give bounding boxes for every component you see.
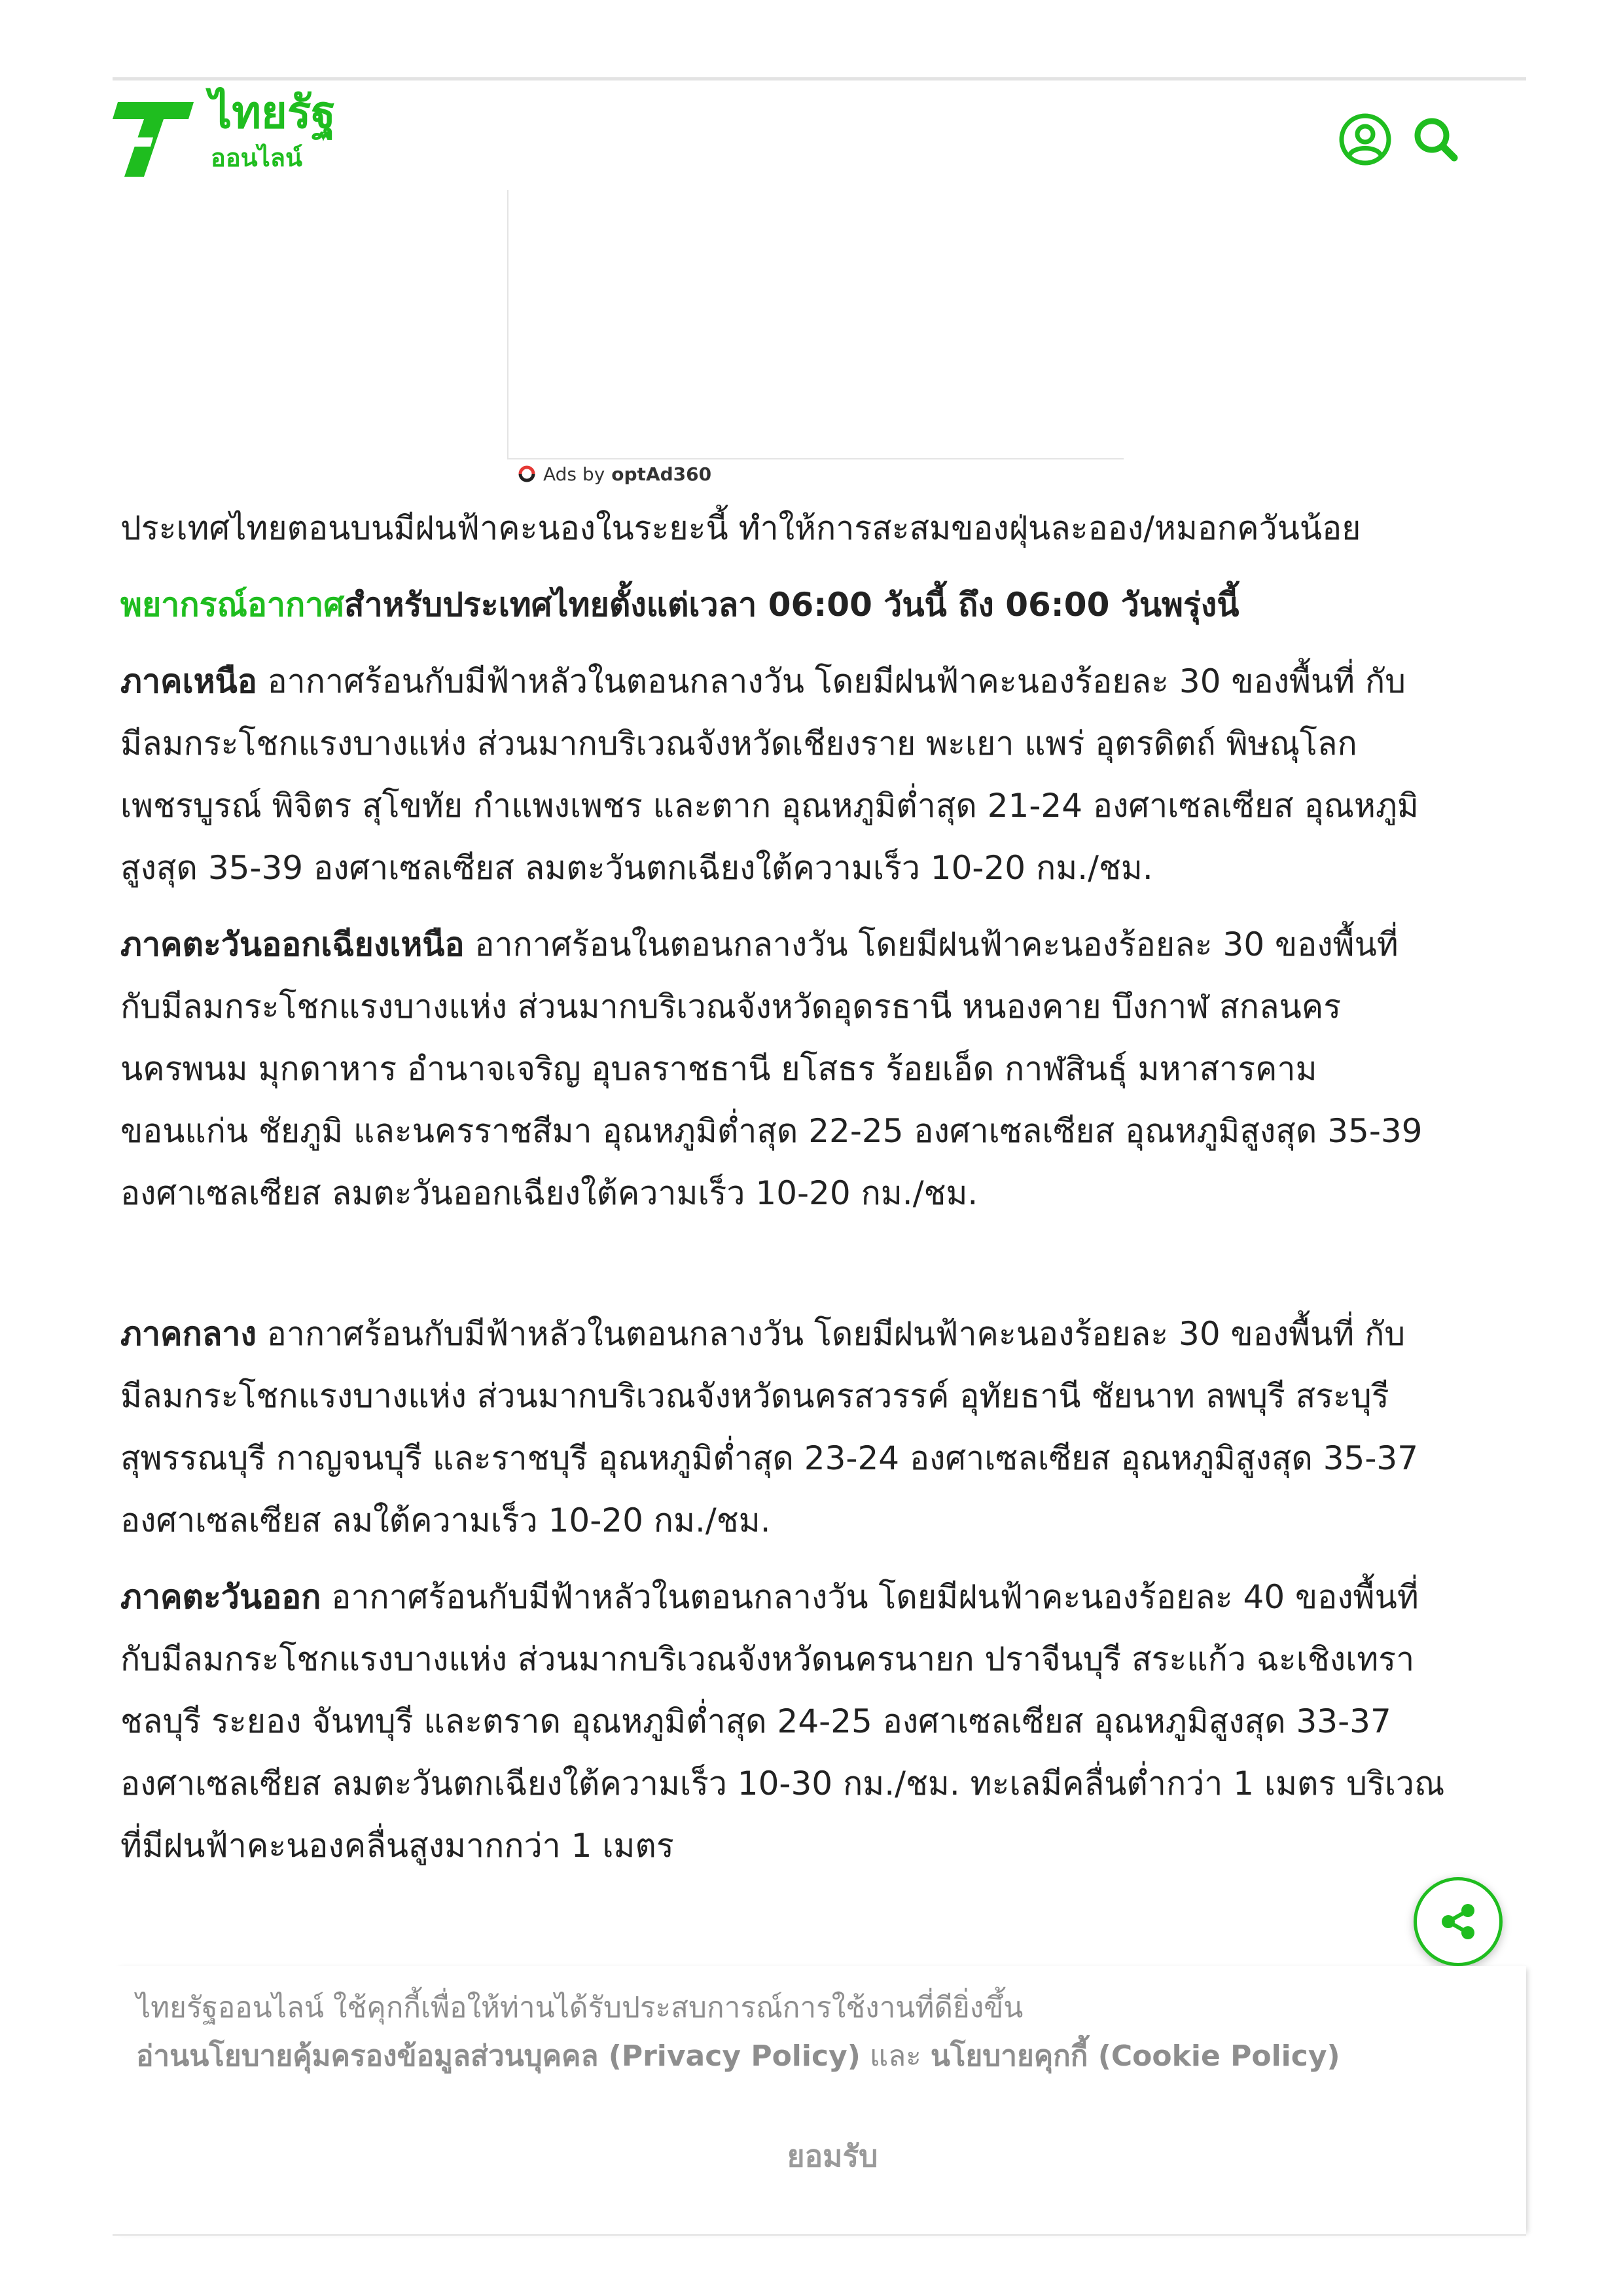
region-line: องศาเซลเซียส ลมตะวันออกเฉียงใต้ความเร็ว 10-20 กม./ชม. <box>120 1174 978 1212</box>
region-line: อากาศร้อนกับมีฟ้าหลัวในตอนกลางวัน โดยมีฝนฟ้าคะนองร้อยละ 30 ของพื้นที่ กับ <box>256 1315 1406 1353</box>
site-logo[interactable] <box>113 87 361 183</box>
region-line: องศาเซลเซียส ลมใต้ความเร็ว 10-20 กม./ชม. <box>120 1501 771 1539</box>
forecast-link[interactable]: พยากรณ์อากาศ <box>120 586 345 624</box>
forecast-heading-text: สำหรับประเทศไทยตั้งแต่เวลา 06:00 วันนี้ ถึง 06:00 วันพรุ่งนี้ <box>344 586 1240 624</box>
ad-prefix: Ads by <box>543 463 605 485</box>
region-paragraph <box>120 1303 1508 1552</box>
region-line: อากาศร้อนกับมีฟ้าหลัวในตอนกลางวัน โดยมีฝนฟ้าคะนองร้อยละ 40 ของพื้นที่ <box>321 1578 1419 1616</box>
region-line: ที่มีฝนฟ้าคะนองคลื่นสูงมากกว่า 1 เมตร <box>120 1827 674 1865</box>
cookie-message: ไทยรัฐออนไลน์ ใช้คุกกี้เพื่อให้ท่านได้รับประสบการณ์การใช้งานที่ดียิ่งขึ้น <box>136 1991 1024 2024</box>
region-paragraph <box>120 1566 1508 1877</box>
cookie-banner <box>113 1966 1526 2236</box>
forecast-heading <box>120 574 1508 636</box>
ad-vendor: optAd360 <box>611 463 712 485</box>
privacy-policy-link[interactable]: อ่านนโยบายคุ้มครองข้อมูลส่วนบุคคล (Privacy Policy) <box>136 2039 861 2073</box>
article-body <box>120 497 1508 1877</box>
region-line: อากาศร้อนในตอนกลางวัน โดยมีฝนฟ้าคะนองร้อยละ 30 ของพื้นที่ <box>464 925 1399 963</box>
region-line: อากาศร้อนกับมีฟ้าหลัวในตอนกลางวัน โดยมีฝนฟ้าคะนองร้อยละ 30 ของพื้นที่ กับ <box>257 662 1406 700</box>
region-line: สุพรรณบุรี กาญจนบุรี และราชบุรี อุณหภูมิต่ำสุด 23-24 องศาเซลเซียส อุณหภูมิสูงสุด 35-37 <box>120 1439 1419 1477</box>
region-paragraph <box>120 914 1508 1225</box>
region-paragraph <box>120 651 1508 899</box>
share-button[interactable] <box>1414 1877 1503 1966</box>
region-line: กับมีลมกระโชกแรงบางแห่ง ส่วนมากบริเวณจังหวัดอุดรธานี หนองคาย บึงกาฬ สกลนคร <box>120 988 1342 1026</box>
region-line: มีลมกระโชกแรงบางแห่ง ส่วนมากบริเวณจังหวัดเชียงราย พะเยา แพร่ อุตรดิตถ์ พิษณุโลก <box>120 725 1357 762</box>
user-icon[interactable] <box>1338 112 1393 167</box>
region-name: ภาคเหนือ <box>120 662 257 700</box>
thairath-logo-mark-icon <box>113 94 198 179</box>
top-divider <box>113 77 1526 81</box>
region-line: สูงสุด 35-39 องศาเซลเซียส ลมตะวันตกเฉียงใต้ความเร็ว 10-20 กม./ชม. <box>120 849 1153 887</box>
region-line: ขอนแก่น ชัยภูมิ และนครราชสีมา อุณหภูมิต่ำสุด 22-25 องศาเซลเซียส อุณหภูมิสูงสุด 35-39 <box>120 1112 1423 1150</box>
region-line: เพชรบูรณ์ พิจิตร สุโขทัย กำแพงเพชร และตาก อุณหภูมิต่ำสุด 21-24 องศาเซลเซียส อุณหภูมิ <box>120 787 1419 825</box>
share-icon <box>1435 1899 1481 1945</box>
cookie-and-text: และ <box>869 2039 921 2073</box>
region-line: มีลมกระโชกแรงบางแห่ง ส่วนมากบริเวณจังหวัดนครสวรรค์ อุทัยธานี ชัยนาท ลพบุรี สระบุรี <box>120 1377 1389 1415</box>
article-intro: ประเทศไทยตอนบนมีฝนฟ้าคะนองในระยะนี้ ทำให้การสะสมของฝุ่นละออง/หมอกควันน้อย <box>120 509 1361 547</box>
cookie-accept-button[interactable]: ยอมรับ <box>787 2138 878 2174</box>
search-icon[interactable] <box>1408 112 1463 167</box>
region-name: ภาคกลาง <box>120 1315 257 1353</box>
cookie-policy-link[interactable]: นโยบายคุกกี้ (Cookie Policy) <box>930 2039 1340 2073</box>
region-line: ชลบุรี ระยอง จันทบุรี และตราด อุณหภูมิต่ำสุด 24-25 องศาเซลเซียส อุณหภูมิสูงสุด 33-37 <box>120 1702 1391 1740</box>
region-line: กับมีลมกระโชกแรงบางแห่ง ส่วนมากบริเวณจังหวัดนครนายก ปราจีนบุรี สระแก้ว ฉะเชิงเทรา <box>120 1640 1415 1678</box>
ad-attribution[interactable] <box>517 462 711 486</box>
site-header <box>113 87 1526 190</box>
logo-subtitle: ออนไลน์ <box>211 143 302 172</box>
region-line: นครพนม มุกดาหาร อำนาจเจริญ อุบลราชธานี ยโสธร ร้อยเอ็ด กาฬสินธุ์ มหาสารคาม <box>120 1050 1317 1088</box>
region-line: องศาเซลเซียส ลมตะวันตกเฉียงใต้ความเร็ว 10-30 กม./ชม. ทะเลมีคลื่นต่ำกว่า 1 เมตร บริเวณ <box>120 1765 1445 1803</box>
cookie-links <box>136 2033 1340 2080</box>
region-name: ภาคตะวันออกเฉียงเหนือ <box>120 925 465 963</box>
header-actions <box>1338 110 1463 169</box>
ad-frame[interactable] <box>507 190 1124 459</box>
optad-logo-icon <box>517 464 537 484</box>
logo-name: ไทยรัฐ <box>209 87 336 139</box>
region-name: ภาคตะวันออก <box>120 1578 321 1616</box>
